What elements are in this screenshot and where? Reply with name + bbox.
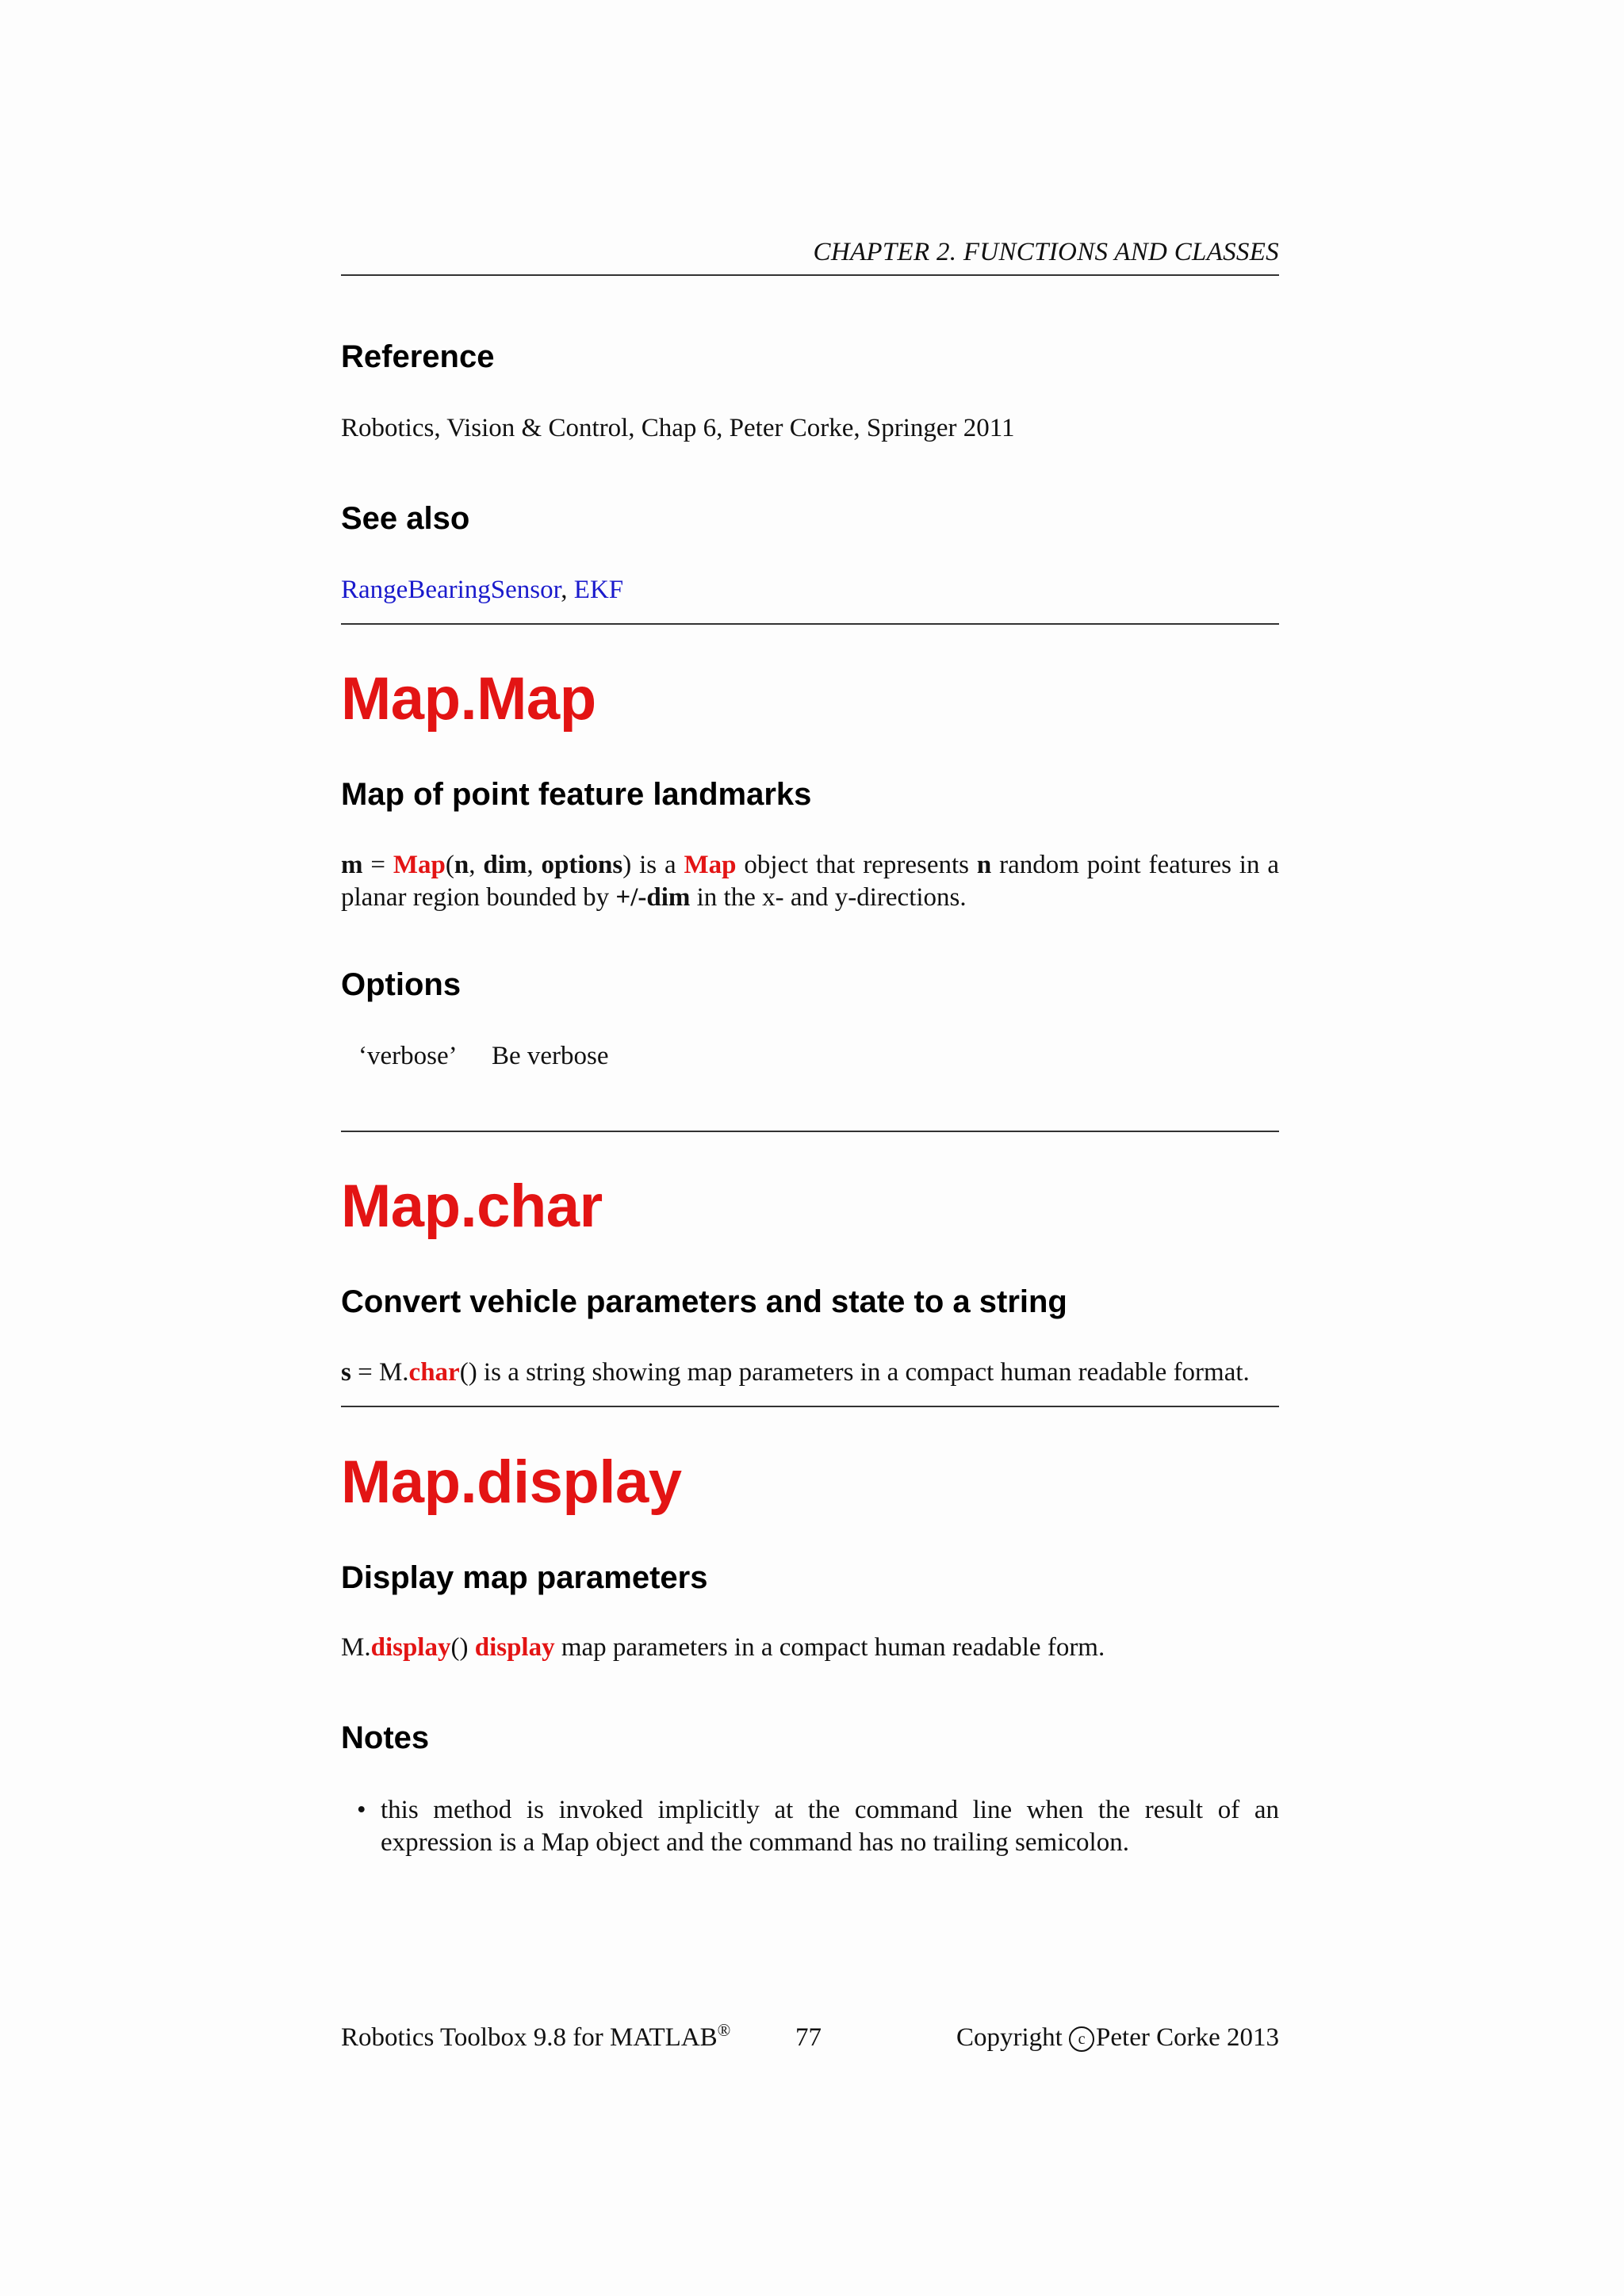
footer-title — [341, 2020, 731, 2053]
desc-token: in the x- and y-directions. — [690, 883, 967, 912]
map-char-title: Map.char — [341, 1173, 603, 1240]
map-display-title: Map.display — [341, 1448, 682, 1516]
desc-token: Map — [393, 851, 446, 879]
see-also-links — [341, 574, 1279, 607]
bullet-icon: • — [357, 1796, 366, 1824]
desc-token: ) is a — [622, 851, 684, 879]
running-head: CHAPTER 2. FUNCTIONS AND CLASSES — [813, 238, 1279, 266]
section-rule-1 — [341, 623, 1279, 625]
desc-token: n — [454, 851, 469, 879]
desc-token: () is a string showing map parameters in a compact human readable format. — [459, 1358, 1250, 1387]
desc-token: () — [450, 1633, 475, 1662]
desc-token: , — [469, 851, 484, 879]
see-also-heading: See also — [341, 501, 470, 536]
copyright-prefix: Copyright — [956, 2023, 1070, 2052]
desc-token: random point features in a planar region bounded by — [341, 851, 1279, 912]
desc-token: ( — [445, 851, 454, 879]
desc-token: m — [341, 851, 363, 879]
desc-token: dim — [483, 851, 527, 879]
header-rule — [341, 274, 1279, 276]
desc-token: display — [474, 1633, 555, 1662]
desc-token: +/-dim — [615, 883, 691, 912]
option-row — [341, 1042, 1279, 1074]
map-char-subtitle: Convert vehicle parameters and state to a string — [341, 1284, 1067, 1319]
footer-copyright — [956, 2023, 1279, 2053]
desc-token: = M. — [350, 1358, 409, 1387]
desc-token: s — [341, 1358, 351, 1387]
section-rule-3 — [341, 1406, 1279, 1407]
desc-token: display — [370, 1633, 451, 1662]
desc-token: char — [408, 1358, 460, 1387]
list-item — [357, 1794, 1279, 1859]
map-map-subtitle: Map of point feature landmarks — [341, 777, 812, 812]
desc-token: map parameters in a compact human readable form. — [554, 1633, 1105, 1662]
copyright-holder: Peter Corke 2013 — [1096, 2023, 1279, 2052]
map-display-description — [341, 1632, 1279, 1664]
registered-mark: ® — [717, 2020, 731, 2040]
desc-token: object that represents — [736, 851, 977, 879]
footer-title-text: Robotics Toolbox 9.8 for MATLAB — [341, 2023, 718, 2052]
desc-token: = — [362, 851, 393, 879]
reference-text: Robotics, Vision & Control, Chap 6, Peter Corke, Springer 2011 — [341, 414, 1015, 442]
map-map-title: Map.Map — [341, 665, 596, 733]
copyright-icon: c — [1069, 2026, 1094, 2052]
desc-token: options — [541, 851, 623, 879]
desc-token: , — [527, 851, 542, 879]
page-number: 77 — [795, 2023, 822, 2052]
reference-heading: Reference — [341, 339, 495, 374]
map-map-description — [341, 849, 1279, 914]
map-display-subtitle: Display map parameters — [341, 1560, 708, 1595]
link-ekf[interactable]: EKF — [573, 576, 624, 604]
note-text: this method is invoked implicitly at the command line when the result of an expression is a Map object and the command has no trailing semicolon. — [381, 1796, 1279, 1857]
options-heading: Options — [341, 967, 462, 1002]
option-description: Be verbose — [492, 1042, 609, 1070]
map-char-description — [341, 1357, 1279, 1389]
section-rule-2 — [341, 1131, 1279, 1132]
link-rangebearingsensor[interactable]: RangeBearingSensor — [341, 576, 561, 604]
desc-token: Map — [684, 851, 737, 879]
notes-heading: Notes — [341, 1720, 430, 1755]
desc-token: n — [976, 851, 992, 879]
see-also-separator: , — [561, 576, 574, 604]
option-name: ‘verbose’ — [358, 1042, 458, 1070]
desc-token: M. — [341, 1633, 371, 1662]
